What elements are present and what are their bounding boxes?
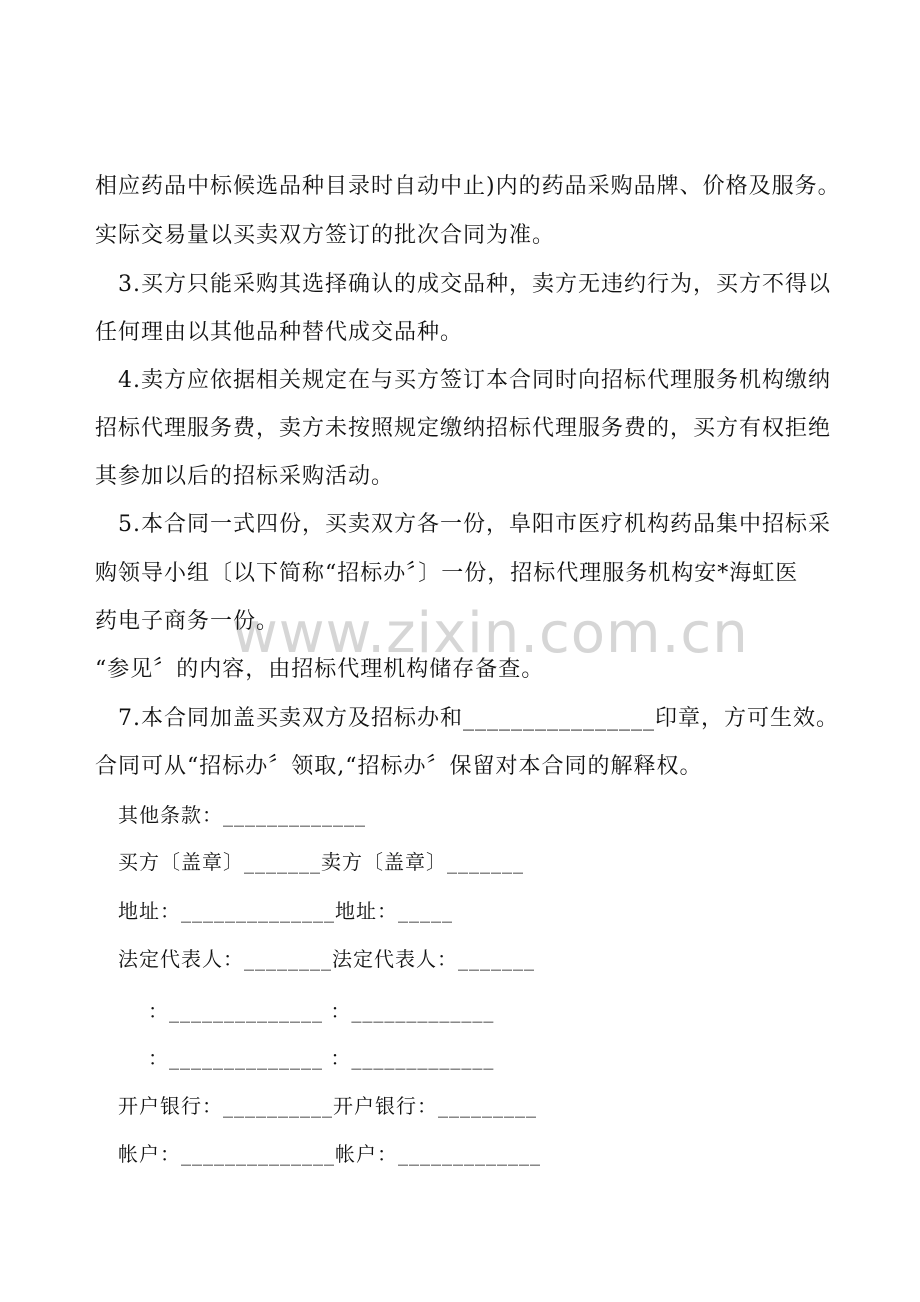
address-line: 地址：______________地址：_____: [118, 899, 453, 923]
blank-field-line: ：______________ ：_____________: [148, 999, 495, 1023]
bank-line: 开户银行：__________开户银行：_________: [118, 1094, 537, 1118]
paragraph-line: 合同可从“招标办〞领取,“招标办〞保留对本合同的解释权。: [95, 754, 703, 779]
paragraph-line: 3.买方只能采购其选择确认的成交品种，卖方无违约行为，买方不得以: [118, 272, 831, 297]
seal-line: 买方〔盖章〕_______卖方〔盖章〕_______: [118, 850, 524, 874]
paragraph-line: 购领导小组〔以下简称“招标办〞〕一份，招标代理服务机构安*海虹医: [95, 561, 799, 586]
paragraph-line: 药电子商务一份。: [95, 609, 280, 634]
paragraph-line: “参见〞的内容，由招标代理机构储存备查。: [95, 657, 545, 682]
paragraph-line: 实际交易量以买卖双方签订的批次合同为准。: [95, 223, 556, 248]
paragraph-line: 5.本合同一式四份，买卖双方各一份，阜阳市医疗机构药品集中招标采: [118, 512, 831, 537]
paragraph-line: 7.本合同加盖买卖双方及招标办和________________印章，方可生效。: [118, 706, 839, 731]
watermark: www.zixin.com.cn: [232, 601, 749, 666]
account-line: 帐户：______________帐户：_____________: [118, 1142, 541, 1166]
paragraph-line: 招标代理服务费，卖方未按照规定缴纳招标代理服务费的，买方有权拒绝: [95, 416, 832, 441]
paragraph-line: 其参加以后的招标采购活动。: [95, 464, 395, 489]
paragraph-line: 任何理由以其他品种替代成交品种。: [95, 320, 464, 345]
legal-representative-line: 法定代表人：________法定代表人：_______: [118, 947, 535, 971]
paragraph-line: 相应药品中标候选品种目录时自动中止)内的药品采购品牌、价格及服务。: [95, 174, 841, 199]
blank-field-line: ：______________ ：_____________: [148, 1046, 495, 1070]
paragraph-line: 4.卖方应依据相关规定在与买方签订本合同时向招标代理服务机构缴纳: [118, 368, 831, 393]
other-terms-line: 其他条款：_____________: [118, 803, 366, 827]
